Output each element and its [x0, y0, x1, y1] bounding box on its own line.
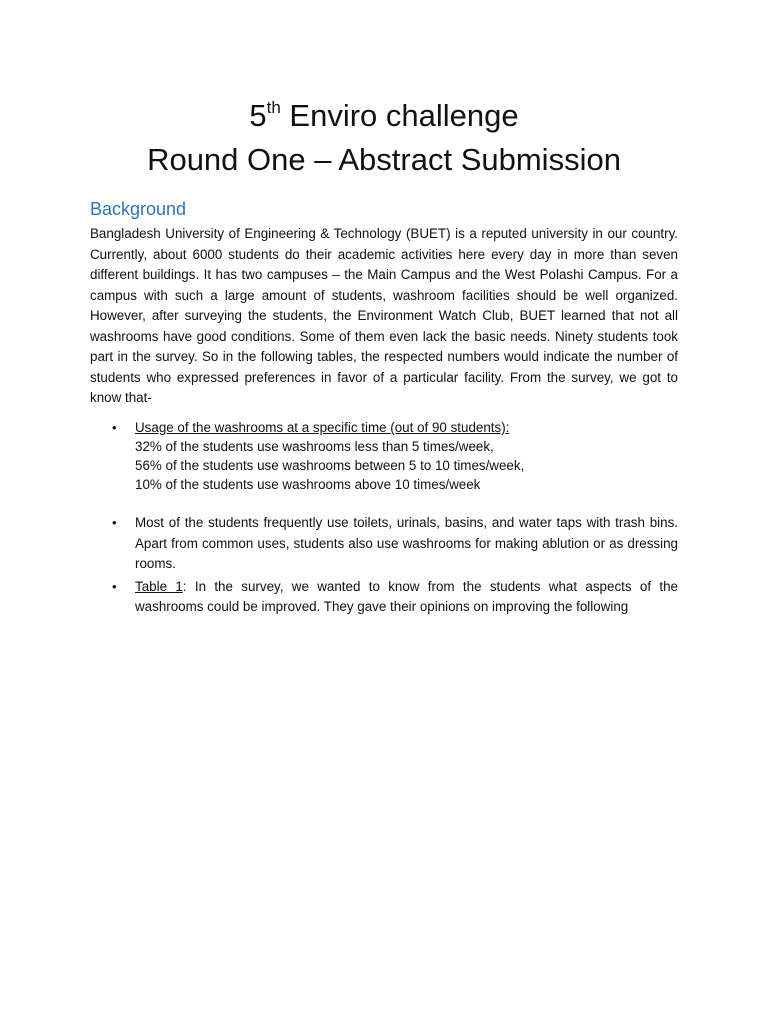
bullet-item-table-1 — [90, 577, 678, 618]
usage-heading: Usage of the washrooms at a specific time (out of 90 students): — [135, 420, 510, 435]
title-line-1 — [0, 94, 768, 138]
background-paragraph: Bangladesh University of Engineering & Technology (BUET) is a reputed university in our country. Currently, about 6000 students do their academic activities here every day in more than seven different buildings. It has two campuses – the Main Campus and the West Polashi Campus. For a campus with such a large amount of students, washroom facilities should be well organized. However, after surveying the students, the Environment Watch Club, BUET learned that not all washrooms have good conditions. Some of them even lack the basic needs. Ninety students took part in the survey. So in the following tables, the respected numbers would indicate the number of students who expressed preferences in favor of a particular facility. From the survey, we got to know that- — [90, 226, 678, 405]
usage-line-2: 56% of the students use washrooms between 5 to 10 times/week, — [135, 458, 525, 473]
title-number: 5 — [249, 98, 267, 133]
bullet-list — [90, 418, 678, 618]
document-title — [0, 94, 768, 182]
bullet-item-common-use — [90, 513, 678, 575]
section-heading-background: Background — [90, 199, 187, 219]
title-line-2: Round One – Abstract Submission — [147, 142, 621, 177]
common-use-text: Most of the students frequently use toilets, urinals, basins, and water taps with trash bins. Apart from common uses, students also use washrooms for making ablution or as dressing rooms. — [135, 515, 678, 571]
title-superscript: th — [266, 98, 281, 117]
usage-line-3: 10% of the students use washrooms above 10 times/week — [135, 477, 481, 492]
usage-line-1: 32% of the students use washrooms less than 5 times/week, — [135, 439, 494, 454]
table-1-label: Table 1 — [135, 578, 183, 594]
bullet-icon: • — [112, 515, 117, 530]
bullet-icon: • — [112, 578, 117, 594]
table-1-text: : In the survey, we wanted to know from the students what aspects of the washrooms could be improved. They gave their opinions on improving the following — [135, 578, 678, 614]
bullet-icon: • — [112, 420, 117, 435]
bullet-item-usage — [90, 418, 678, 494]
title-line-1-rest: Enviro challenge — [280, 98, 519, 133]
